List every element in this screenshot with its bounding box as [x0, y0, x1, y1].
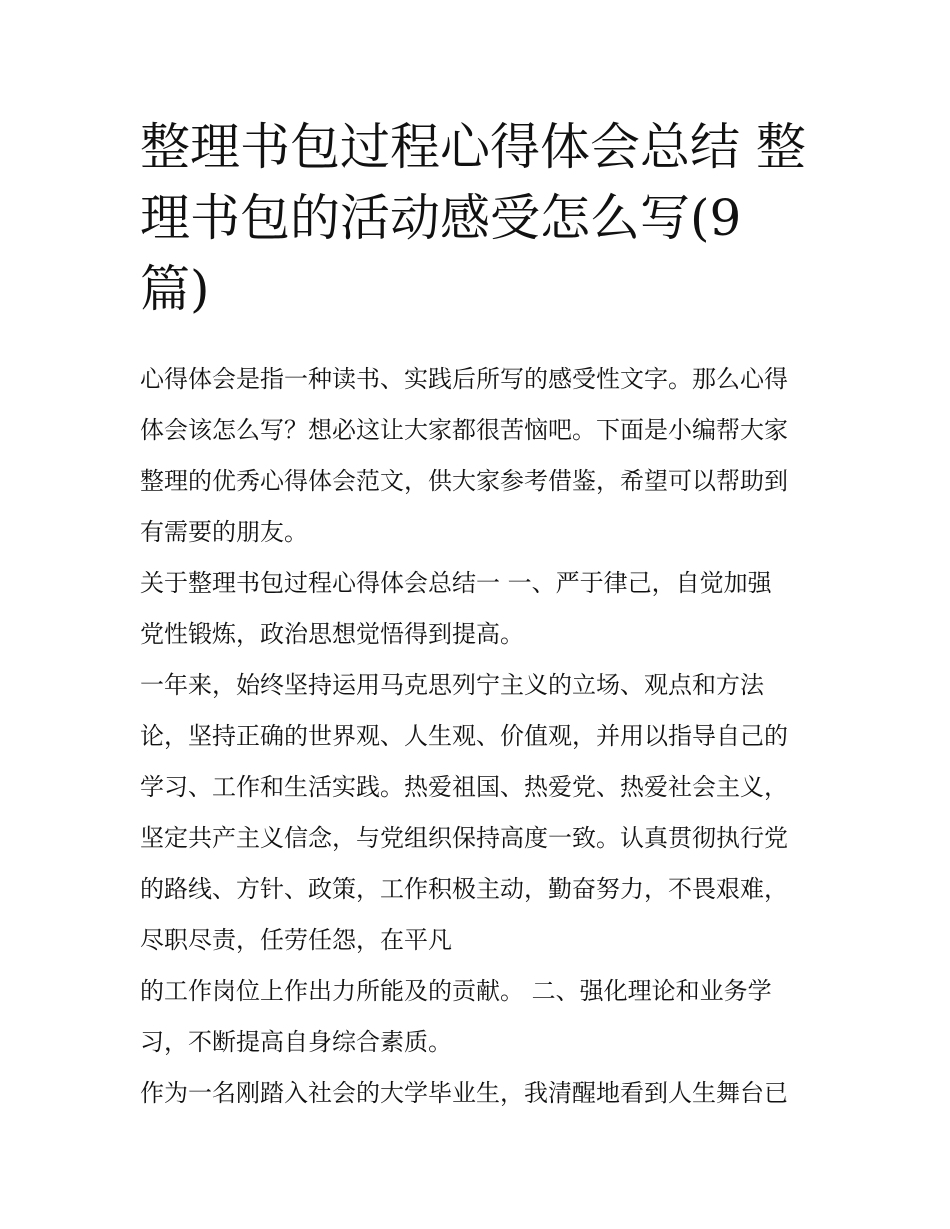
document-body [140, 354, 820, 1119]
body-line: 的路线、方针、政策，工作积极主动，勤奋努力，不畏艰难， [140, 875, 788, 903]
body-line: 心得体会是指一种读书、实践后所写的感受性文字。那么心得 [140, 365, 788, 393]
body-line: 关于整理书包过程心得体会总结一 一、严于律己，自觉加强 [140, 569, 772, 597]
body-line: 有需要的朋友。 [140, 518, 308, 546]
body-line: 作为一名刚踏入社会的大学毕业生，我清醒地看到人生舞台已 [140, 1079, 788, 1107]
body-line: 党性锻炼，政治思想觉悟得到提高。 [140, 620, 524, 648]
title-line: 整理书包过程心得体会总结 整 [140, 118, 806, 176]
body-line: 坚定共产主义信念，与党组织保持高度一致。认真贯彻执行党 [140, 824, 788, 852]
body-line: 学习、工作和生活实践。热爱祖国、热爱党、热爱社会主义， [140, 773, 788, 801]
title-line: 篇) [140, 260, 210, 318]
body-line: 习，不断提高自身综合素质。 [140, 1028, 452, 1056]
body-line: 一年来，始终坚持运用马克思列宁主义的立场、观点和方法 [140, 671, 764, 699]
body-line: 整理的优秀心得体会范文，供大家参考借鉴，希望可以帮助到 [140, 467, 788, 495]
body-line: 的工作岗位上作出力所能及的贡献。 二、强化理论和业务学 [140, 977, 772, 1005]
title-line: 理书包的活动感受怎么写(9 [140, 189, 742, 247]
body-line: 尽职尽责，任劳任怨，在平凡 [140, 926, 452, 954]
body-line: 论，坚持正确的世界观、人生观、价值观，并用以指导自己的 [140, 722, 788, 750]
body-line: 体会该怎么写？想必这让大家都很苦恼吧。下面是小编帮大家 [140, 416, 788, 444]
document-title [140, 112, 820, 325]
